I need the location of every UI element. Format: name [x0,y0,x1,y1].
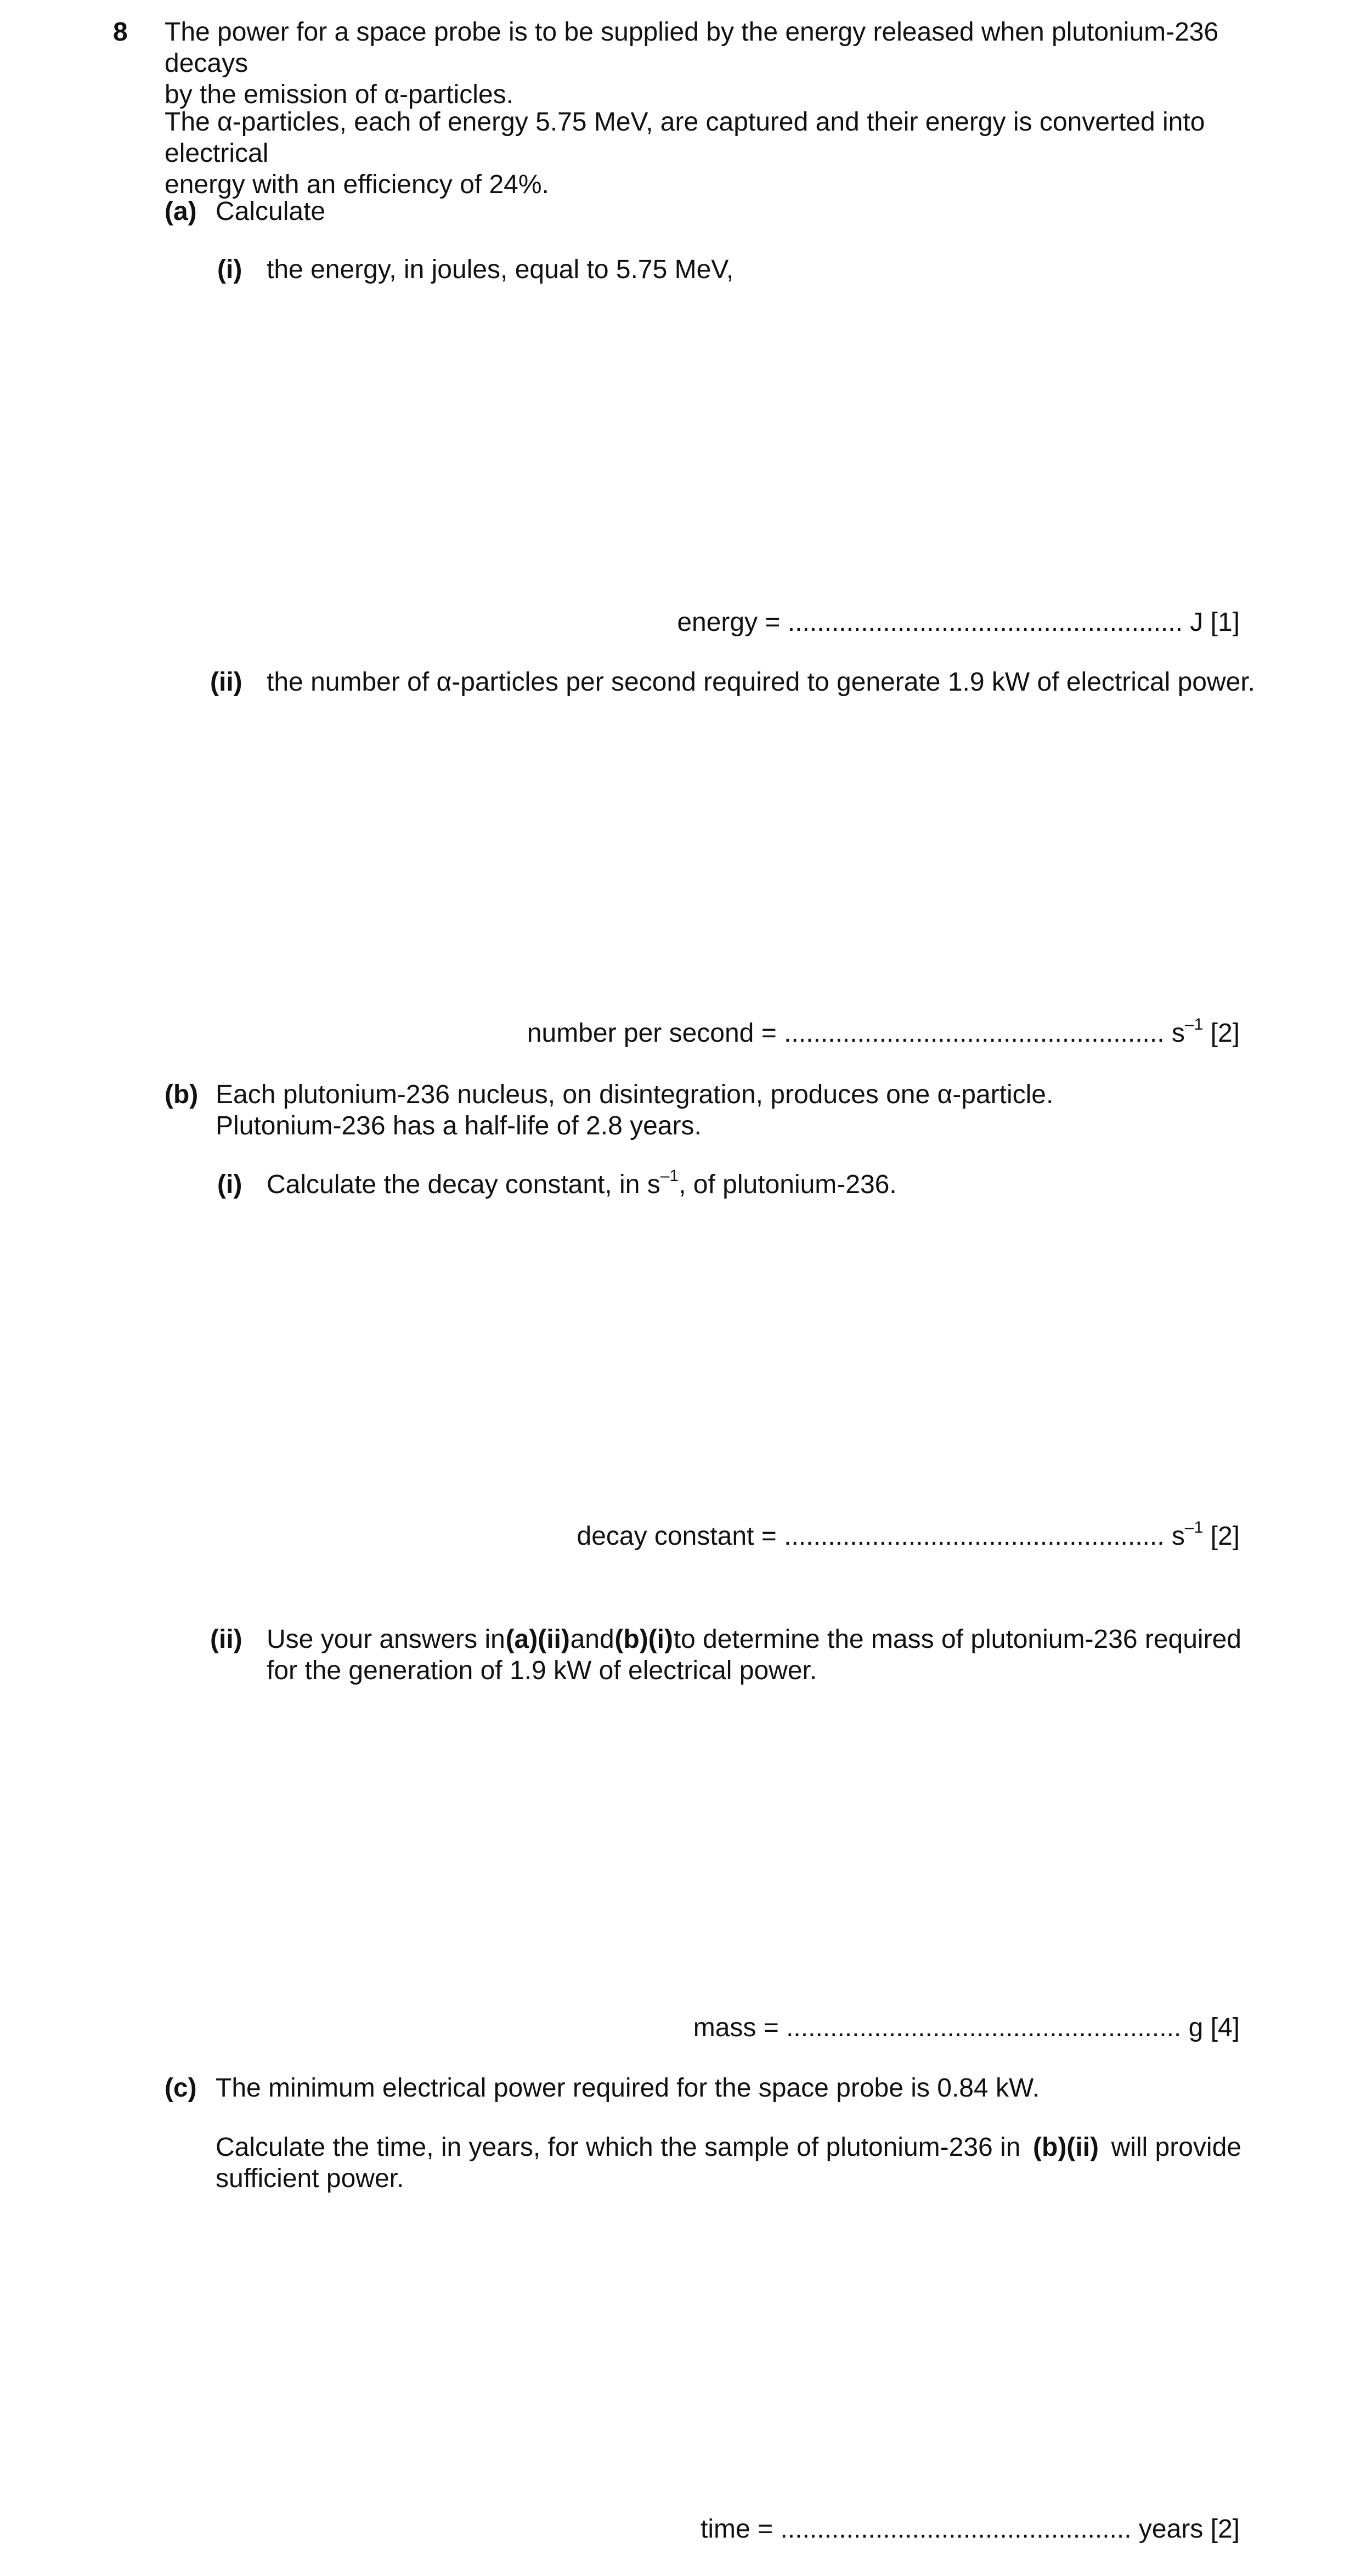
part-b-line-1: Each plutonium-236 nucleus, on disintegration, produces one α-particle. [216,1080,1054,1109]
part-a-ii-text: the number of α-particles per second required to generate 1.9 kW of electrical power. [267,668,1256,697]
answer-line-energy [677,607,1240,638]
part-a-label: (a) [165,197,197,226]
unit-energy: J [1190,608,1204,637]
part-b-i-text-pre: Calculate the decay constant, in s [267,1170,660,1199]
part-b-i-label: (i) [217,1170,242,1199]
unit-number-per-second: $s^{-1}$ [1171,1015,1204,1048]
part-b-text [216,1079,1241,1142]
part-c-label: (c) [165,2074,197,2103]
part-c-text-2 [216,2132,1241,2194]
answer-line-time [701,2513,1240,2545]
question-intro [165,16,1240,110]
answer-line-number-per-second [527,1015,1240,1049]
answer-label-number-per-second: number per second = [527,1019,777,1048]
marks-mass: [4] [1210,2013,1240,2042]
intro2-line-1: The α-particles, each of energy 5.75 MeV, are captured and their energy is converted into electrical [165,108,1205,168]
part-b-ii-line-2: for the generation of 1.9 kW of electrical power. [267,1656,817,1685]
part-a-i-text: the energy, in joules, equal to 5.75 MeV, [267,255,734,284]
answer-field-energy: ...................................................... [787,608,1183,637]
question-number: 8 [113,18,128,47]
intro-line-1: The power for a space probe is to be supplied by the energy released when plutonium-236 decays [165,18,1219,78]
part-b-ii-text [267,1624,1241,1686]
part-c-line-2: sufficient power. [216,2164,404,2193]
marks-number-per-second: [2] [1210,1019,1240,1048]
answer-field-decay-constant: .................................................... [784,1522,1165,1551]
unit-time: years [1138,2515,1204,2544]
marks-decay-constant: [2] [1210,1522,1240,1551]
part-a-ii-label: (ii) [210,668,242,697]
answer-label-time: time = [701,2515,773,2544]
answer-field-number-per-second: .................................................... [784,1019,1165,1048]
part-b-i-text-sup: –1 [660,1167,679,1185]
intro-line-2: by the emission of α-particles. [165,80,513,109]
part-b-label: (b) [165,1080,199,1109]
marks-time: [2] [1210,2515,1240,2544]
answer-label-energy: energy = [677,608,781,637]
part-a-i-label: (i) [217,255,242,284]
part-c-line-1: Calculate the time, in years, for which the sample of plutonium-236 in (b)(ii) will provide [216,2133,1241,2162]
part-b-i-text [267,1169,897,1200]
answer-field-mass: ...................................................... [786,2013,1182,2042]
answer-field-time: ................................................ [780,2515,1132,2544]
answer-label-decay-constant: decay constant = [577,1522,777,1551]
part-b-i-text-post: , of plutonium-236. [679,1170,897,1199]
unit-decay-constant: $s^{-1}$ [1171,1518,1204,1551]
answer-line-decay-constant [577,1518,1240,1552]
marks-energy: [1] [1210,608,1240,637]
part-b-line-2: Plutonium-236 has a half-life of 2.8 years. [216,1111,702,1140]
answer-line-mass [693,2012,1240,2043]
intro2-line-2: energy with an efficiency of 24%. [165,170,549,199]
part-b-ii-line-1: Use your answers in (a)(ii) and (b)(i) to determine the mass of plutonium-236 required [267,1625,1241,1654]
part-c-text: The minimum electrical power required for the space probe is 0.84 kW. [216,2074,1040,2103]
part-a-text: Calculate [216,197,326,226]
part-b-ii-label: (ii) [210,1625,242,1654]
answer-label-mass: mass = [693,2013,779,2042]
unit-mass: g [1188,2013,1204,2042]
question-intro-2 [165,106,1240,200]
